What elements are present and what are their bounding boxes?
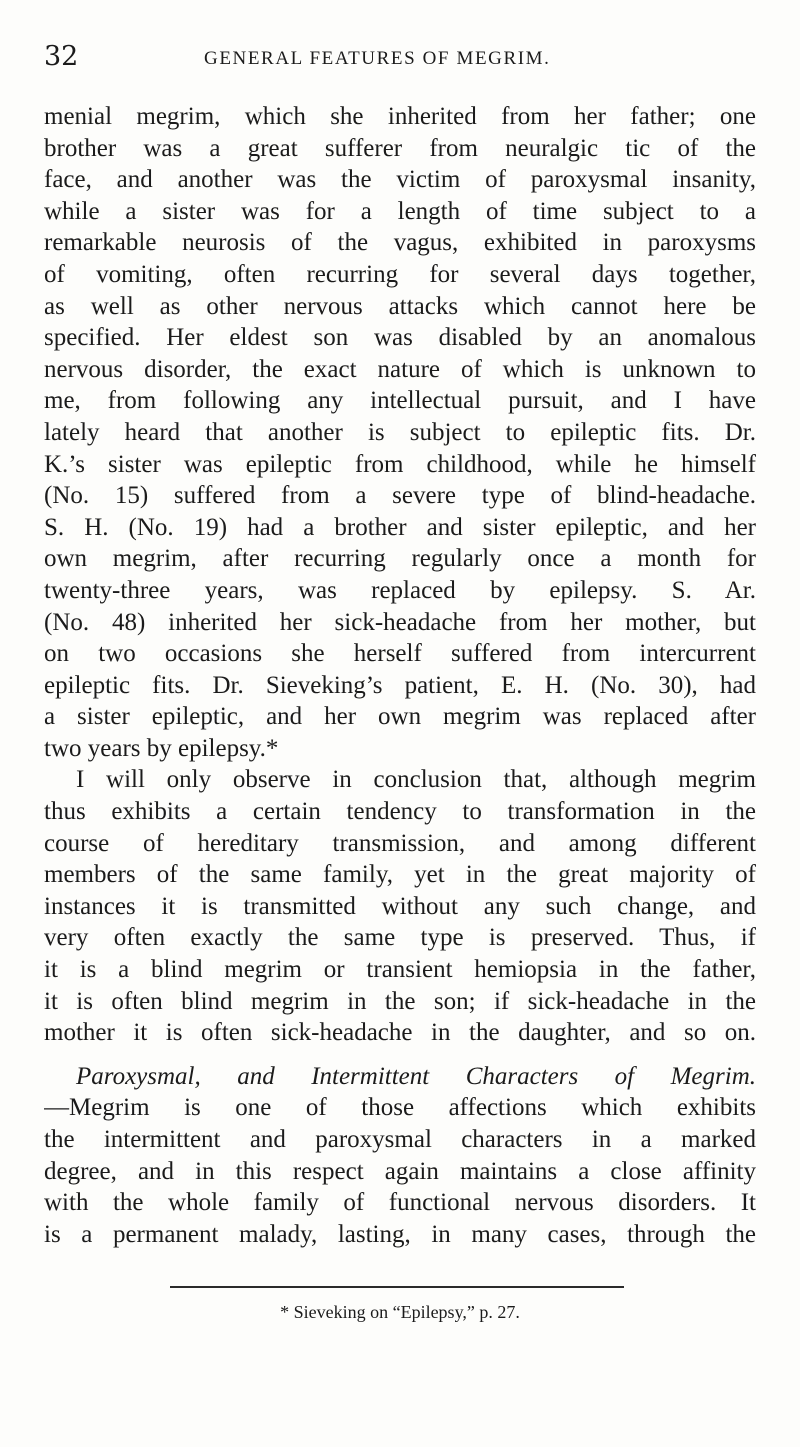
text-line: the intermittent and paroxysmal characters in a marked [44,1126,756,1153]
text-line: it is a blind megrim or transient hemiopsia in the father, [44,956,756,984]
text-line: two years by epilepsy.* [44,734,279,762]
text-line: own megrim, after recurring regularly once a month for [44,545,756,573]
body-text [44,101,756,1250]
text-line: K.’s sister was epileptic from childhood, while he himself [44,450,756,478]
text-line: while a sister was for a length of time subject to a [44,197,756,225]
text-line: brother was a great sufferer from neuralgic tic of the [44,134,756,162]
text-line: mother it is often sick-headache in the daughter, and so on. [44,1019,756,1047]
text-line: face, and another was the victim of paroxysmal insanity, [44,166,756,194]
text-line: twenty-three years, was replaced by epilepsy. S. Ar. [44,576,756,604]
text-line: it is often blind megrim in the son; if sick-headache in the [44,987,756,1015]
text-line: (No. 48) inherited her sick-headache from her mother, but [44,608,756,636]
text-line: —Megrim is one of those affections which exhibits [44,1094,756,1122]
text-line: remarkable neurosis of the vagus, exhibited in paroxysms [44,229,756,257]
footnote: * Sieveking on “Epilepsy,” p. 27. [280,1302,520,1322]
text-line: I will only observe in conclusion that, although megrim [76,766,756,794]
page-number: 32 [44,41,79,72]
text-line: members of the same family, yet in the great majority of [44,861,756,889]
text-line: course of hereditary transmission, and among different [44,829,756,857]
text-line: with the whole family of functional nervous disorders. It [44,1189,756,1217]
text-line: (No. 15) suffered from a severe type of blind-headache. [44,482,756,510]
text-line: me, from following any intellectual pursuit, and I have [44,387,756,415]
text-line: on two occasions she herself suffered from intercurrent [44,640,756,668]
text-line: S. H. (No. 19) had a brother and sister epileptic, and her [44,513,756,541]
text-line: is a permanent malady, lasting, in many cases, through the [44,1220,756,1248]
text-line: specified. Her eldest son was disabled by an anomalous [44,324,756,352]
text-line: a sister epileptic, and her own megrim was replaced after [44,703,756,731]
paragraph-gap [44,1049,756,1061]
text-line: degree, and in this respect again maintains a close affinity [44,1157,756,1185]
text-line: menial megrim, which she inherited from her father; one [44,103,756,130]
text-line: lately heard that another is subject to epileptic fits. Dr. [44,418,756,446]
text-line: thus exhibits a certain tendency to transformation in the [44,798,756,826]
section-heading: Paroxysmal, and Intermittent Characters of Megrim. [76,1062,756,1090]
running-head: GENERAL FEATURES OF MEGRIM. [204,48,551,69]
text-line: of vomiting, often recurring for several days together, [44,260,756,288]
text-line: epileptic fits. Dr. Sieveking’s patient, E. H. (No. 30), had [44,671,756,699]
text-line: nervous disorder, the exact nature of which is unknown to [44,355,756,383]
text-line: as well as other nervous attacks which cannot here be [44,292,756,320]
page-header [44,40,756,74]
text-line: very often exactly the same type is preserved. Thus, if [44,924,756,952]
text-line: instances it is transmitted without any such change, and [44,892,756,920]
footnote-rule [170,1286,624,1288]
